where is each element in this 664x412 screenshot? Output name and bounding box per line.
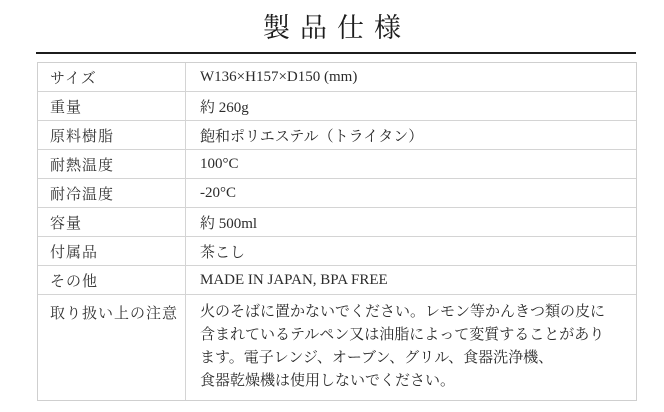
row-label: 原料樹脂 [50, 128, 115, 145]
row-value: 飽和ポリエステル（トライタン） [185, 121, 636, 149]
spec-table [37, 62, 637, 401]
row-label: 耐熱温度 [50, 157, 115, 174]
row-label: 取り扱い上の注意 [50, 306, 179, 322]
title-underline [36, 52, 636, 54]
row-label: 耐冷温度 [50, 186, 115, 203]
row-value: 茶こし [185, 237, 636, 265]
precaution-line: 食器乾燥機は使用しないでください。 [200, 373, 456, 389]
precaution-line: ます。電子レンジ、オーブン、グリル、食器洗浄機、 [200, 350, 554, 366]
row-value: 約 500ml [185, 208, 636, 236]
row-label: サイズ [50, 70, 97, 87]
row-value: 100°C [185, 150, 636, 178]
row-value: W136×H157×D150 (mm) [185, 63, 636, 91]
table-row-material [38, 120, 636, 149]
row-label: 容量 [50, 215, 83, 232]
precaution-line: 火のそばに置かないでください。レモン等かんきつ類の皮に [200, 304, 606, 320]
row-value [185, 295, 636, 400]
precaution-line: 含まれているテルペン又は油脂によって変質することがあり [200, 327, 605, 343]
table-row-size [38, 63, 636, 91]
table-row-other [38, 265, 636, 294]
row-label: 重量 [50, 99, 83, 116]
table-row-handling-precautions [38, 294, 636, 400]
row-value: MADE IN JAPAN, BPA FREE [185, 266, 636, 294]
page-title: 製品仕様 [263, 13, 411, 43]
table-row-weight [38, 91, 636, 120]
table-row-capacity [38, 207, 636, 236]
row-value: -20°C [185, 179, 636, 207]
table-row-heat-resistance [38, 149, 636, 178]
table-row-accessories [38, 236, 636, 265]
row-value: 約 260g [185, 92, 636, 120]
row-label: 付属品 [50, 244, 99, 261]
row-label: その他 [50, 273, 99, 290]
table-row-cold-resistance [38, 178, 636, 207]
